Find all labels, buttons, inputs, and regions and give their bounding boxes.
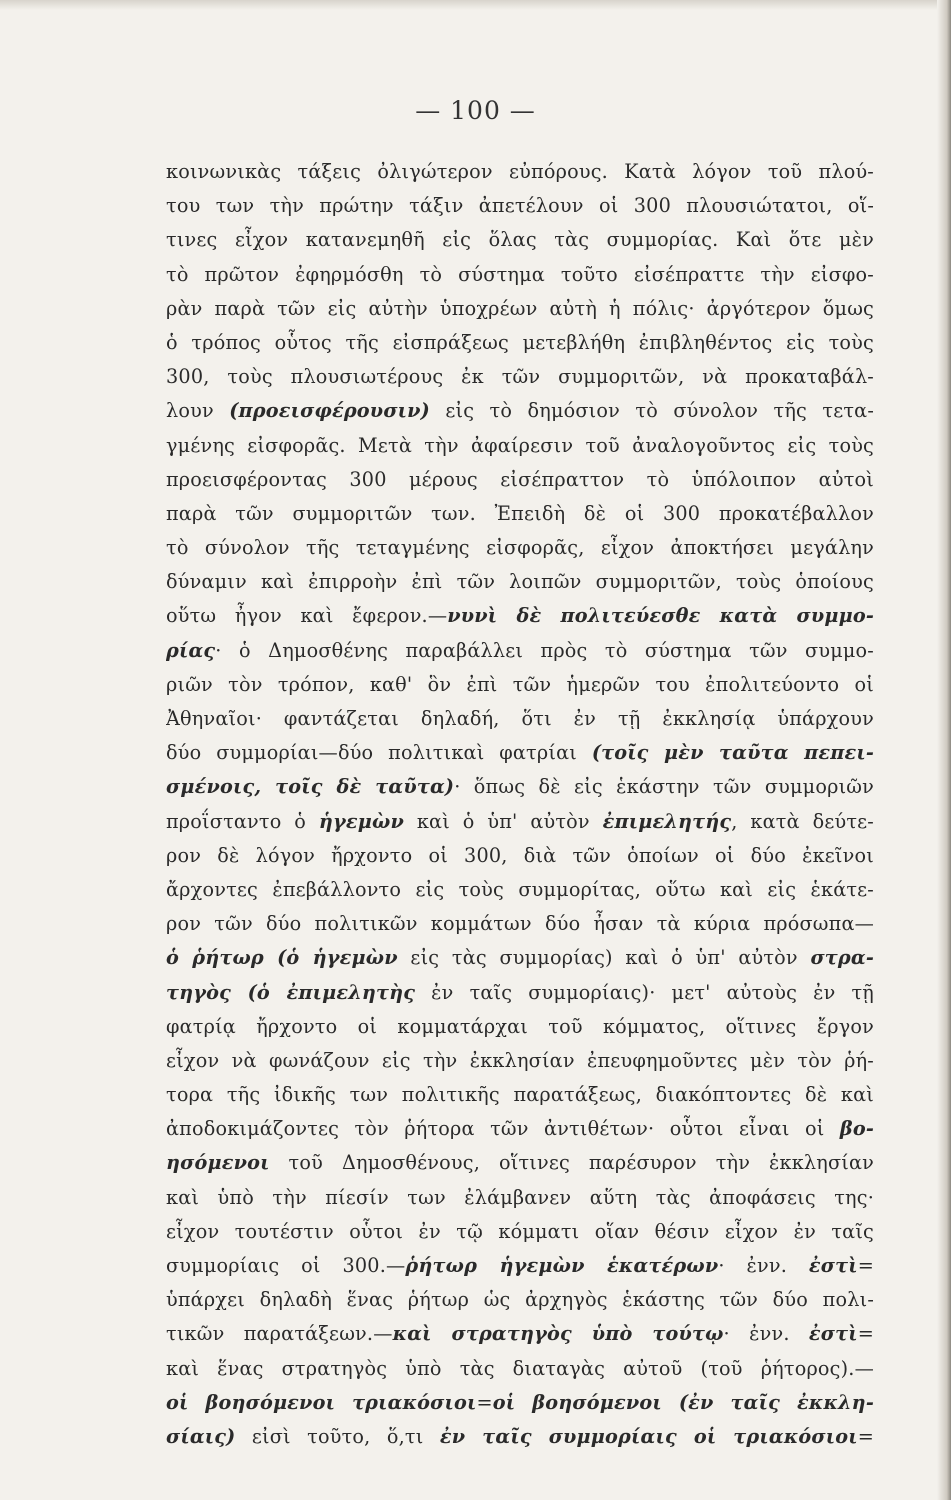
- text-run: του των τὴν πρώτην τάξιν ἀπετέλουν οἱ 300 πλουσιώτατοι, οἵ-: [166, 194, 874, 218]
- text-run: καὶ ὁ ὑπ' αὐτὸν: [404, 809, 603, 833]
- text-run: εἰσὶ τοῦτο, ὅ,τι: [235, 1424, 440, 1448]
- text-run: εἰς τὰς συμμορίας) καὶ ὁ ὑπ' αὐτὸν: [397, 946, 811, 970]
- text-run: ἀποδοκιμάζοντες τὸν ῥήτορα τῶν ἀντιθέτων· οὗτοι εἶναι οἱ: [166, 1117, 840, 1141]
- text-line: [166, 702, 874, 736]
- text-run: ὁ τρόπος οὗτος τῆς εἰσπράξεως μετεβλήθη ἐπιβληθέντος εἰς τοὺς: [166, 330, 874, 354]
- text-line: [166, 1386, 874, 1420]
- emphasized-text: στρα-: [810, 946, 874, 970]
- text-line: [166, 873, 874, 907]
- emphasized-text: νυνὶ δὲ πολιτεύεσθε κατὰ συμμο-: [447, 604, 874, 628]
- text-run: καὶ ὑπὸ τὴν πίεσίν των ἐλάμβανεν αὕτη τὰς ἀποφάσεις της·: [166, 1185, 874, 1209]
- page-right-edge: [937, 0, 951, 1500]
- text-line: [166, 941, 874, 975]
- text-run: ἐν ταῖς συμμορίαις)· μετ' αὐτοὺς ἐν τῇ: [415, 980, 874, 1004]
- emphasized-text: ησόμενοι: [166, 1151, 270, 1175]
- text-line: [166, 1112, 874, 1146]
- text-run: · ἐνν.: [718, 1254, 809, 1277]
- text-line: [166, 770, 874, 804]
- text-run: ρον τῶν δύο πολιτικῶν κομμάτων δύο ἦσαν τὰ κύρια πρόσωπα—: [166, 912, 874, 936]
- emphasized-text: ἐπιμελητής: [602, 809, 732, 833]
- text-run: =: [857, 1322, 874, 1346]
- emphasized-text: σμένοις, τοῖς δὲ ταῦτα): [166, 775, 455, 799]
- text-run: Ἀθηναῖοι· φαντάζεται δηλαδή, ὅτι ἐν τῇ ἐκκλησίᾳ ὑπάρχουν: [166, 707, 874, 730]
- text-line: [166, 1146, 874, 1180]
- text-run: ρον δὲ λόγον ἤρχοντο οἱ 300, διὰ τῶν ὁποίων οἱ δύο ἐκεῖνοι: [166, 843, 874, 867]
- text-line: [166, 1044, 874, 1078]
- text-line: [166, 1352, 874, 1386]
- emphasized-text: ἐν ταῖς συμμορίαις οἱ τριακόσιοι: [439, 1424, 858, 1448]
- text-line: [166, 839, 874, 873]
- text-line: [166, 326, 874, 360]
- text-line: [166, 360, 874, 394]
- text-run: λουν: [166, 399, 230, 423]
- emphasized-text: ἡγεμὼν: [318, 809, 405, 833]
- text-run: , κατὰ δεύτε-: [731, 809, 874, 833]
- text-line: [166, 1317, 874, 1351]
- text-line: [166, 531, 874, 565]
- emphasized-text: (τοῖς μὲν ταῦτα πεπει-: [591, 741, 874, 765]
- text-line: [166, 1010, 874, 1044]
- text-run: τὸ σύνολον τῆς τεταγμένης εἰσφορᾶς, εἶχον ἀποκτήσει μεγάλην: [166, 536, 874, 560]
- emphasized-text: καὶ στρατηγὸς ὑπὸ τούτῳ: [392, 1322, 724, 1346]
- body-text: [166, 155, 874, 1454]
- text-run: τινες εἶχον κατανεμηθῆ εἰς ὅλας τὰς συμμορίας. Καὶ ὅτε μὲν: [166, 228, 874, 252]
- emphasized-text: ῥήτωρ ἡγεμὼν ἑκατέρων: [405, 1254, 719, 1277]
- text-run: ριῶν τὸν τρόπον, καθ' ὃν ἐπὶ τῶν ἡμερῶν του ἐπολιτεύοντο οἱ: [166, 672, 874, 696]
- text-line: [166, 1181, 874, 1215]
- text-run: εἰς τὸ δημόσιον τὸ σύνολον τῆς τετα-: [429, 399, 874, 423]
- emphasized-text: σίαις): [166, 1424, 236, 1448]
- text-line: [166, 258, 874, 292]
- text-line: [166, 907, 874, 941]
- text-run: εἶχον τουτέστιν οὗτοι ἐν τῷ κόμματι οἵαν θέσιν εἶχον ἐν ταῖς: [166, 1219, 874, 1243]
- text-line: [166, 805, 874, 839]
- text-line: [166, 634, 874, 668]
- text-run: =: [857, 1254, 874, 1277]
- text-run: =: [857, 1424, 874, 1448]
- emphasized-text: ὁ ῥήτωρ (ὁ ἡγεμὼν: [166, 946, 398, 970]
- text-run: γμένης εἰσφορᾶς. Μετὰ τὴν ἀφαίρεσιν τοῦ ἀναλογοῦντος εἰς τοὺς: [166, 433, 874, 457]
- text-line: [166, 1215, 874, 1249]
- page-number: — 100 —: [415, 96, 536, 125]
- text-run: · ὁ Δημοσθένης παραβάλλει πρὸς τὸ σύστημα τῶν συμμο-: [215, 638, 874, 662]
- text-line: [166, 1249, 874, 1283]
- text-line: [166, 394, 874, 428]
- text-run: =: [476, 1390, 493, 1414]
- text-run: τορα τῆς ἰδικῆς των πολιτικῆς παρατάξεως, διακόπτοντες δὲ καὶ: [166, 1083, 874, 1107]
- emphasized-text: ἐστὶ: [808, 1254, 858, 1277]
- text-run: προΐσταντο ὁ: [166, 809, 319, 833]
- text-line: [166, 429, 874, 463]
- text-line: [166, 668, 874, 702]
- text-run: οὕτω ἦγον καὶ ἔφερον.—: [166, 604, 448, 628]
- emphasized-text: βο-: [839, 1117, 874, 1141]
- text-run: τοῦ Δημοσθένους, οἵτινες παρέσυρον τὴν ἐκκλησίαν: [269, 1151, 874, 1175]
- text-run: ὑπάρχει δηλαδὴ ἕνας ῥήτωρ ὡς ἀρχηγὸς ἑκάστης τῶν δύο πολι-: [166, 1288, 874, 1312]
- text-line: [166, 1078, 874, 1112]
- text-run: κοινωνικὰς τάξεις ὀλιγώτερον εὐπόρους. Κατὰ λόγον τοῦ πλού-: [166, 160, 874, 183]
- text-line: [166, 1420, 874, 1454]
- text-line: [166, 736, 874, 770]
- text-run: φατρίᾳ ἤρχοντο οἱ κομματάρχαι τοῦ κόμματος, οἵτινες ἔργον: [166, 1014, 874, 1038]
- text-line: [166, 189, 874, 223]
- text-run: · ὅπως δὲ εἰς ἑκάστην τῶν συμμοριῶν: [454, 775, 874, 799]
- text-line: [166, 292, 874, 326]
- text-run: καὶ ἕνας στρατηγὸς ὑπὸ τὰς διαταγὰς αὐτοῦ (τοῦ ῥήτορος).—: [166, 1356, 874, 1380]
- text-line: [166, 1283, 874, 1317]
- text-line: [166, 463, 874, 497]
- text-run: προεισφέροντας 300 μέρους εἰσέπραττον τὸ ὑπόλοιπον αὐτοὶ: [166, 467, 874, 491]
- emphasized-text: (προεισφέρουσιν): [229, 399, 430, 423]
- text-line: [166, 599, 874, 633]
- text-run: δύο συμμορίαι—δύο πολιτικαὶ φατρίαι: [166, 741, 592, 765]
- text-run: τικῶν παρατάξεων.—: [166, 1322, 393, 1346]
- text-run: 300, τοὺς πλουσιωτέρους ἐκ τῶν συμμοριτῶν, νὰ προκαταβάλ-: [166, 365, 874, 389]
- emphasized-text: τηγὸς (ὁ ἐπιμελητὴς: [166, 980, 416, 1004]
- text-run: εἶχον νὰ φωνάζουν εἰς τὴν ἐκκλησίαν ἐπευφημοῦντες μὲν τὸν ῥή-: [166, 1048, 874, 1072]
- text-run: τὸ πρῶτον ἐφηρμόσθη τὸ σύστημα τοῦτο εἰσέπραττε τὴν εἰσφο-: [166, 262, 874, 286]
- text-line: [166, 976, 874, 1010]
- text-line: [166, 223, 874, 257]
- page-top-edge: [0, 0, 951, 10]
- emphasized-text: ἐστὶ: [808, 1322, 858, 1346]
- emphasized-text: ρίας: [166, 638, 216, 662]
- emphasized-text: οἱ βοησόμενοι τριακόσιοι: [166, 1390, 477, 1414]
- text-run: ρὰν παρὰ τῶν εἰς αὐτὴν ὑποχρέων αὐτὴ ἡ πόλις· ἀργότερον ὅμως: [166, 296, 874, 320]
- text-line: [166, 497, 874, 531]
- text-run: ἄρχοντες ἐπεβάλλοντο εἰς τοὺς συμμορίτας, οὕτω καὶ εἰς ἑκάτε-: [166, 877, 874, 901]
- text-run: δύναμιν καὶ ἐπιρροὴν ἐπὶ τῶν λοιπῶν συμμοριτῶν, τοὺς ὁποίους: [166, 570, 874, 594]
- emphasized-text: οἱ βοησόμενοι (ἐν ταῖς ἐκκλη-: [492, 1390, 874, 1414]
- text-run: συμμορίαις οἱ 300.—: [166, 1254, 406, 1277]
- text-run: · ἐνν.: [723, 1322, 809, 1346]
- text-run: παρὰ τῶν συμμοριτῶν των. Ἐπειδὴ δὲ οἱ 300 προκατέβαλλον: [166, 501, 874, 525]
- text-line: [166, 155, 874, 189]
- text-line: [166, 565, 874, 599]
